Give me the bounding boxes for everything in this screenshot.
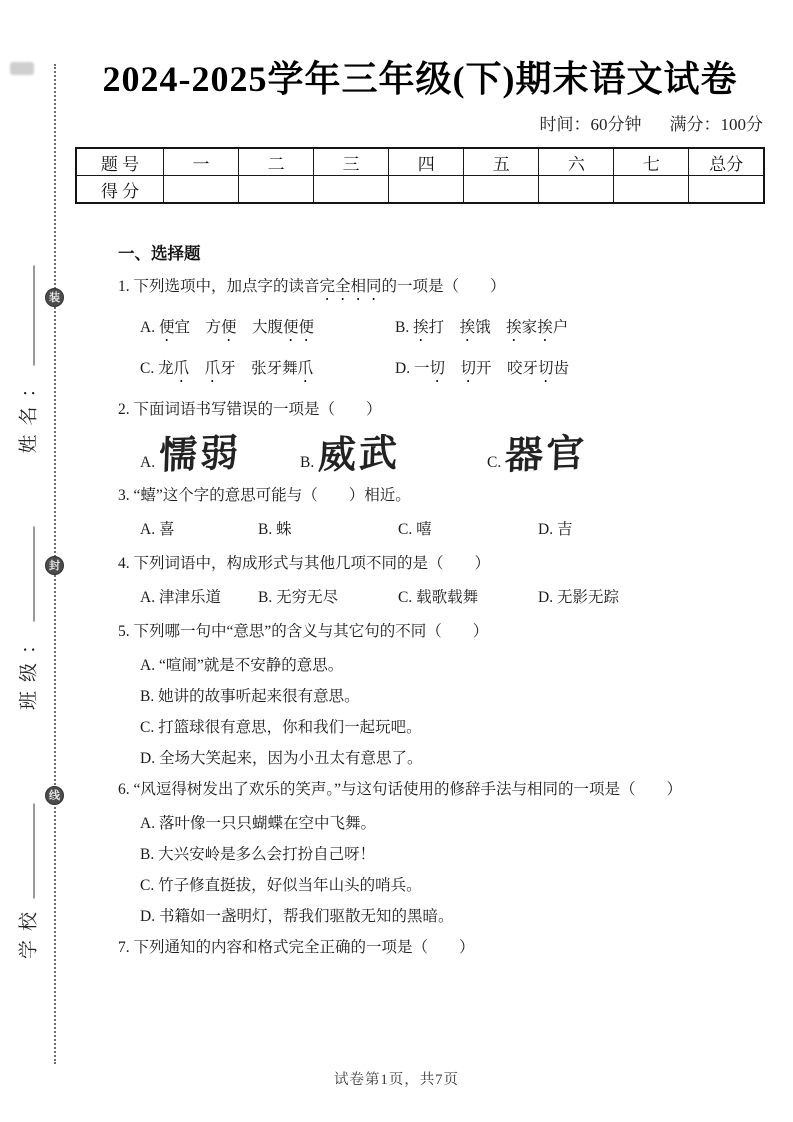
score-cell (614, 176, 689, 204)
text-segment: C. 龙 (140, 360, 174, 377)
text-segment: 齿 (553, 360, 570, 377)
option-item (140, 519, 258, 540)
handwritten-word: 懦弱 (158, 432, 242, 478)
option-label: A. (140, 454, 159, 471)
school-field-label: 学校 (18, 903, 40, 960)
text-segment: B. (395, 319, 414, 336)
option-item (118, 813, 765, 834)
score-row-label: 得 分 (76, 176, 164, 204)
text-segment: 户 (552, 319, 569, 336)
question-stem (118, 399, 765, 420)
score-cell (239, 176, 314, 204)
text-segment: B. 她讲的故事听起来很有意思。 (140, 688, 360, 705)
option-row (118, 317, 765, 345)
seal-char: 封 (45, 556, 64, 575)
question-stem (118, 276, 765, 304)
main-content (75, 0, 765, 971)
full-score-label: 满分： (669, 115, 721, 134)
option-item (398, 519, 538, 540)
emphasized-char: 爪 (173, 360, 190, 377)
option-item (487, 434, 587, 476)
text-segment (445, 360, 461, 377)
seal-char: 装 (45, 288, 64, 307)
score-table-column: 总分 (689, 148, 764, 176)
time-value: 60分钟 (590, 115, 642, 134)
question-list (75, 276, 765, 958)
text-segment: B. 无穷无尽 (258, 589, 339, 606)
score-table-corner: 题 号 (76, 148, 164, 176)
emphasized-char: 挨 (413, 319, 429, 336)
question (75, 779, 765, 927)
score-table-column: 三 (314, 148, 389, 176)
text-segment: D. 无影无踪 (538, 589, 619, 606)
handwritten-word: 威武 (317, 432, 401, 478)
question-stem (118, 485, 765, 506)
option-row (118, 519, 765, 540)
emphasized-char: 完全相同 (319, 278, 382, 295)
scan-artifact (10, 62, 34, 75)
seal-char: 线 (45, 786, 64, 805)
score-table (75, 147, 765, 204)
class-field-label: 班级： (18, 626, 40, 711)
option-label: B. (300, 454, 319, 471)
text-segment: C. 载歌载舞 (398, 589, 479, 606)
question (75, 553, 765, 608)
option-item (538, 587, 619, 608)
emphasized-char: 切 (538, 360, 554, 377)
section-title: 一、选择题 (118, 244, 201, 263)
question (75, 621, 765, 769)
text-segment: 的一项是（ ） (381, 278, 506, 295)
full-score-value: 100分 (720, 115, 763, 134)
emphasized-char: 爪 (297, 360, 314, 377)
text-segment: 2. 下面词语书写错误的一项是（ ） (118, 401, 382, 418)
question (75, 399, 765, 477)
text-segment: C. 竹子修直挺拔，好似当年山头的哨兵。 (140, 877, 422, 894)
text-segment (189, 360, 205, 377)
option-label: C. (487, 454, 506, 471)
school-blank-line (29, 804, 35, 899)
text-segment: 1. 下列选项中，加点字的读音 (118, 278, 320, 295)
text-segment: 宜 方 (174, 319, 221, 336)
option-item (258, 519, 398, 540)
option-item (140, 434, 300, 476)
text-segment: 牙 张牙舞 (220, 360, 298, 377)
text-segment: D. 书籍如一盏明灯，帮我们驱散无知的黑暗。 (140, 908, 454, 925)
school-field (14, 752, 41, 1012)
text-segment: B. 蛛 (258, 521, 292, 538)
emphasized-char: 挨 (459, 319, 476, 336)
score-cell (464, 176, 539, 204)
option-item (140, 587, 258, 608)
text-segment: 6. “风逗得树发出了欢乐的笑声。”与这句话使用的修辞手法与相同的一项是（ ） (118, 781, 683, 798)
score-table-column: 六 (539, 148, 614, 176)
emphasized-char: 爪 (204, 360, 221, 377)
text-segment: D. 全场大笑起来，因为小丑太有意思了。 (140, 750, 423, 767)
option-item (300, 434, 487, 476)
score-cell (539, 176, 614, 204)
text-segment: B. 大兴安岭是多么会打扮自己呀！ (140, 846, 376, 863)
text-segment: C. 嘻 (398, 521, 432, 538)
question (75, 276, 765, 386)
name-blank-line (29, 266, 35, 366)
option-item (538, 519, 572, 540)
class-blank-line (29, 527, 35, 622)
emphasized-char: 挨 (537, 319, 553, 336)
emphasized-char: 切 (429, 360, 445, 377)
question-stem (118, 553, 765, 574)
text-segment: A. 落叶像一只只蝴蝶在空中飞舞。 (140, 815, 376, 832)
text-segment: 4. 下列词语中，构成形式与其他几项不同的是（ ） (118, 555, 491, 572)
question-stem (118, 779, 765, 800)
exam-title: 2024-2025学年三年级(下)期末语文试卷 (102, 59, 738, 99)
text-segment: 3. “蟢”这个字的意思可能与（ ）相近。 (118, 487, 411, 504)
question-stem (118, 937, 765, 958)
score-table-header-row (76, 148, 764, 176)
option-item (398, 587, 538, 608)
option-item (140, 317, 395, 345)
option-item (118, 686, 765, 707)
text-segment: D. 吉 (538, 521, 573, 538)
emphasized-char: 便 (158, 319, 175, 336)
score-table-column: 七 (614, 148, 689, 176)
option-item (118, 717, 765, 738)
question-stem (118, 621, 765, 642)
question (75, 485, 765, 540)
handwritten-word: 器官 (504, 432, 588, 478)
name-field (14, 230, 41, 490)
text-segment: 开 咬牙 (476, 360, 539, 377)
time-label: 时间： (539, 115, 591, 134)
text-segment: A. (140, 319, 159, 336)
emphasized-char: 切 (460, 360, 476, 377)
text-segment: 大腹 (236, 319, 284, 336)
option-item (140, 358, 395, 386)
score-table-column: 二 (239, 148, 314, 176)
option-row (118, 433, 765, 477)
text-segment: A. “喧闹”就是不安静的意思。 (140, 657, 344, 674)
name-field-label: 姓名： (18, 369, 40, 454)
emphasized-char: 挨 (506, 319, 522, 336)
text-segment: A. 喜 (140, 521, 175, 538)
option-item (395, 358, 569, 386)
score-cell (314, 176, 389, 204)
text-segment: 5. 下列哪一句中“意思”的含义与其它句的不同（ ） (118, 623, 489, 640)
emphasized-char: 便 (220, 319, 237, 336)
score-table-value-row (76, 176, 764, 204)
text-segment: D. 一 (395, 360, 430, 377)
option-item (118, 655, 765, 676)
option-row (118, 358, 765, 386)
option-item (258, 587, 398, 608)
option-item (395, 317, 568, 345)
class-field (14, 489, 41, 749)
option-item (118, 844, 765, 865)
text-segment: A. 津津乐道 (140, 589, 221, 606)
page-footer: 试卷第1页，共7页 (334, 1072, 459, 1088)
emphasized-char: 便便 (283, 319, 315, 336)
score-table-column: 五 (464, 148, 539, 176)
text-segment: C. 打篮球很有意思，你和我们一起玩吧。 (140, 719, 422, 736)
score-cell (164, 176, 239, 204)
option-item (118, 875, 765, 896)
score-table-column: 一 (164, 148, 239, 176)
option-item (118, 906, 765, 927)
text-segment: 饿 (475, 319, 507, 336)
text-segment: 家 (521, 319, 538, 336)
score-table-column: 四 (389, 148, 464, 176)
option-row (118, 587, 765, 608)
score-cell (389, 176, 464, 204)
question (75, 937, 765, 958)
text-segment: 打 (428, 319, 460, 336)
option-item (118, 748, 765, 769)
text-segment: 7. 下列通知的内容和格式完全正确的一项是（ ） (118, 939, 475, 956)
exam-meta (75, 110, 765, 135)
score-cell (689, 176, 764, 204)
